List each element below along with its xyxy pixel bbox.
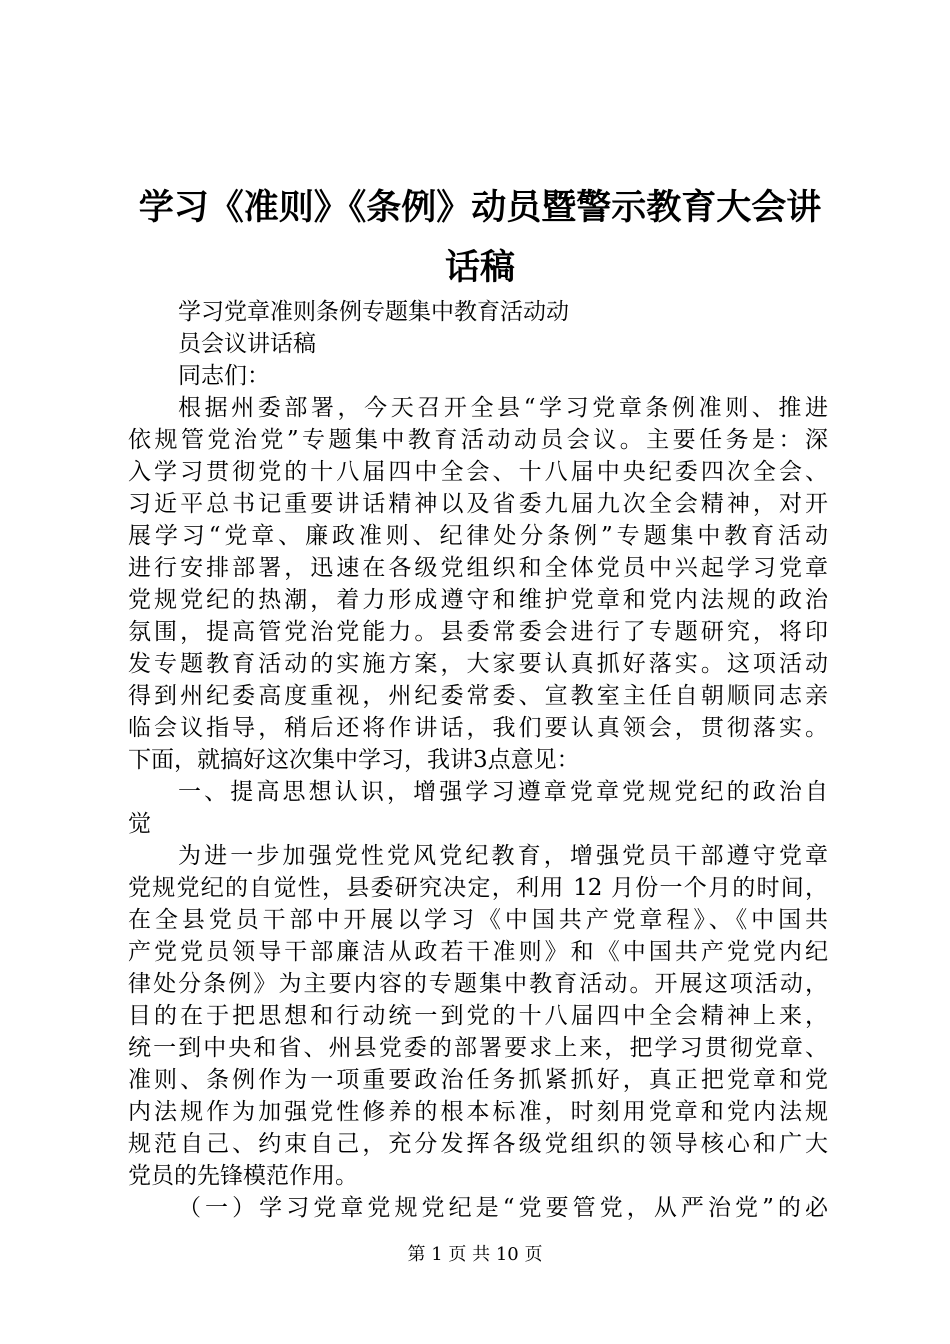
body-text-line: 得到州纪委高度重视，州纪委常委、宣教室主任自朝顺同志亲 (128, 683, 828, 709)
body-text-line: 在全县党员干部中开展以学习《中国共产党章程》、《中国共 (128, 907, 828, 933)
body-text-line: 产党党员领导干部廉洁从政若干准则》和《中国共产党党内纪 (128, 939, 828, 965)
body-text-line: 临会议指导，稍后还将作讲话，我们要认真领会，贯彻落实。 (128, 715, 828, 741)
body-text-line: 觉 (128, 811, 151, 837)
body-text-line: 同志们： (178, 363, 270, 389)
body-text-line: 一、提高思想认识，增强学习遵章党章党规党纪的政治自 (178, 779, 828, 805)
body-text-line: 党员的先锋模范作用。 (128, 1163, 358, 1189)
document-title-line-1: 学习《准则》《条例》动员暨警示教育大会讲 (138, 188, 822, 228)
body-text-line: 内法规作为加强党性修养的根本标准，时刻用党章和党内法规 (128, 1099, 828, 1125)
body-text-line: 依规管党治党”专题集中教育活动动员会议。主要任务是：深 (128, 427, 828, 453)
body-text-line: 律处分条例》为主要内容的专题集中教育活动。开展这项活动， (128, 971, 828, 997)
body-text-line: 进行安排部署，迅速在各级党组织和全体党员中兴起学习党章 (128, 555, 828, 581)
body-text-line: 规范自己、约束自己，充分发挥各级党组织的领导核心和广大 (128, 1131, 828, 1157)
body-text-line: 发专题教育活动的实施方案，大家要认真抓好落实。这项活动 (128, 651, 828, 677)
body-text-line: 为进一步加强党性党风党纪教育，增强党员干部遵守党章 (178, 843, 828, 869)
body-text-line: 目的在于把思想和行动统一到党的十八届四中全会精神上来， (128, 1003, 828, 1029)
page-footer: 第 1 页 共 10 页 (407, 1244, 543, 1265)
body-text-line: 氛围，提高管党治党能力。县委常委会进行了专题研究，将印 (128, 619, 828, 645)
body-text-line: 入学习贯彻党的十八届四中全会、十八届中央纪委四次全会、 (128, 459, 828, 485)
body-text-line: 统一到中央和省、州县党委的部署要求上来，把学习贯彻党章、 (128, 1035, 828, 1061)
document-title-line-2: 话稿 (444, 248, 515, 288)
body-text-line: 展学习“党章、廉政准则、纪律处分条例”专题集中教育活动 (128, 523, 828, 549)
body-text-line: 习近平总书记重要讲话精神以及省委九届九次全会精神，对开 (128, 491, 828, 517)
document-body (128, 296, 828, 1224)
body-text-line: （一）学习党章党规党纪是“党要管党，从严治党”的必 (178, 1195, 828, 1221)
body-text-line: 员会议讲话稿 (178, 331, 316, 357)
body-text-line: 学习党章准则条例专题集中教育活动动 (178, 299, 569, 325)
body-text-line: 党规党纪的自觉性，县委研究决定，利用 12 月份一个月的时间， (128, 875, 828, 901)
body-text-line: 根据州委部署，今天召开全县“学习党章条例准则、推进 (178, 395, 828, 421)
body-text-line: 党规党纪的热潮，着力形成遵守和维护党章和党内法规的政治 (128, 587, 828, 613)
body-text-line: 准则、条例作为一项重要政治任务抓紧抓好，真正把党章和党 (128, 1067, 828, 1093)
body-text-line: 下面，就搞好这次集中学习，我讲3点意见： (128, 747, 580, 773)
